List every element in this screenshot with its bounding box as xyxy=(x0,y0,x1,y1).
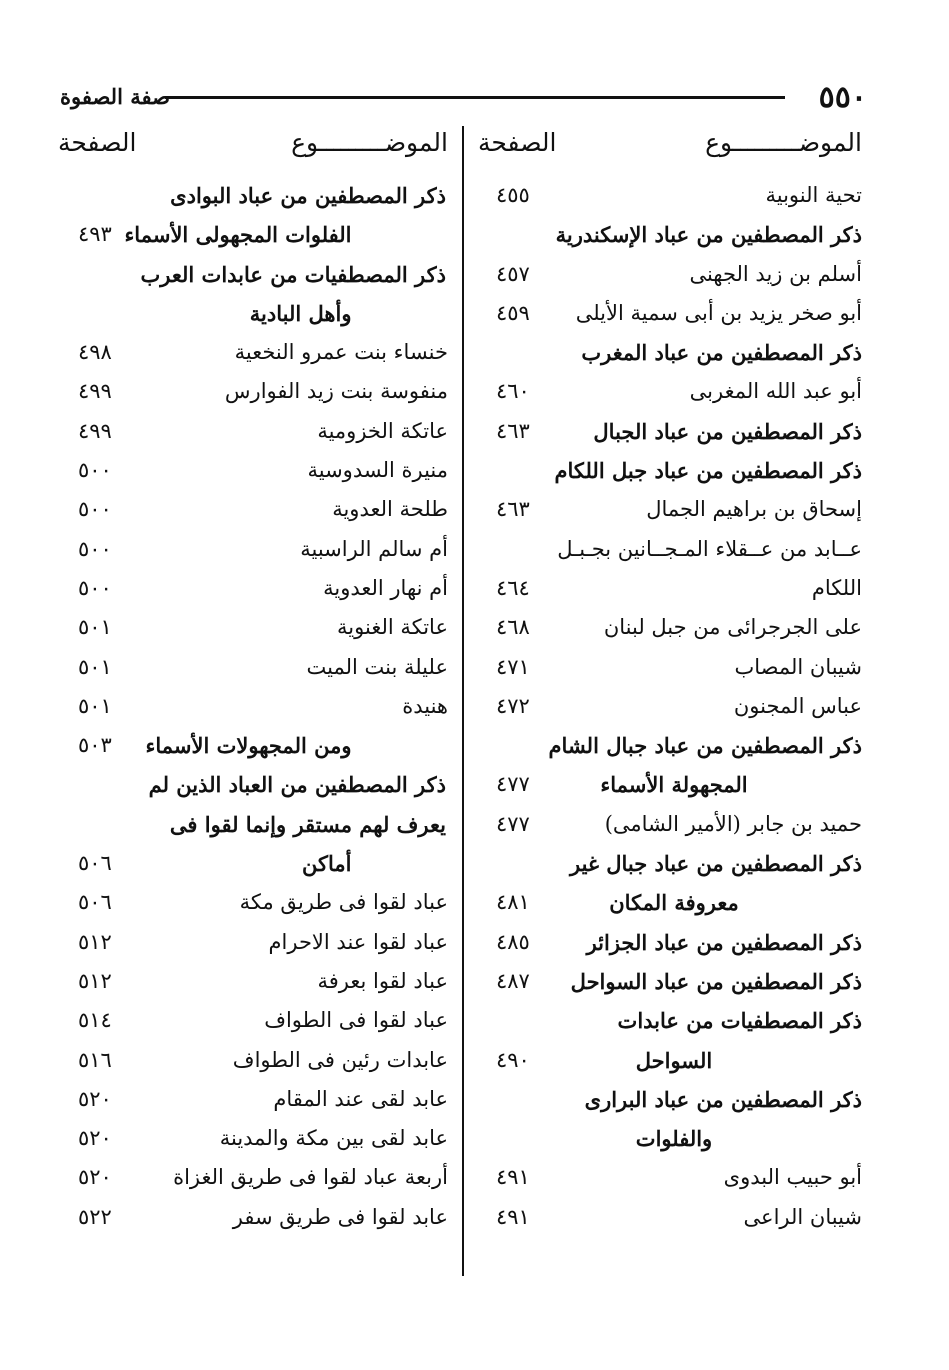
entry-title: طلحة العدوية xyxy=(332,497,448,522)
entry-title: ذكر المصطفيات من عابدات xyxy=(617,1008,862,1034)
entry-title: أم سالم الراسبية xyxy=(300,536,448,561)
index-entry xyxy=(58,1001,456,1040)
page-header-label: الصفحة xyxy=(478,128,557,157)
index-entry xyxy=(58,490,456,529)
index-column-left xyxy=(58,120,456,1237)
section-heading-row xyxy=(58,215,456,254)
entry-title: شيبان المصاب xyxy=(734,654,862,679)
entry-title: ذكر المصطفين من عباد المغرب xyxy=(581,340,862,366)
entry-page-number: ٥٢٢ xyxy=(78,1204,112,1229)
section-heading-row xyxy=(478,333,870,372)
section-heading-row xyxy=(58,726,456,765)
entry-title: عابد لقى بين مكة والمدينة xyxy=(219,1126,448,1151)
entry-title: ومن المجهولات الأسماء xyxy=(145,733,352,759)
index-entry xyxy=(58,333,456,372)
index-entry xyxy=(58,1119,456,1158)
entry-title: خنساء بنت عمرو النخعية xyxy=(234,340,448,365)
entry-page-number: ٤٦٠ xyxy=(496,379,530,404)
index-entry xyxy=(58,451,456,490)
entry-page-number: ٤٧٧ xyxy=(496,811,530,836)
entry-title: ذكر المصطفين من عباد جبال غير xyxy=(570,851,862,877)
entry-title: عــابد من عــقلاء المـجــانين بجـبـل xyxy=(557,536,862,561)
entry-title: والفلوات xyxy=(635,1126,713,1152)
index-entry xyxy=(58,648,456,687)
entry-title: أم نهار العدوية xyxy=(323,575,448,600)
index-entry xyxy=(478,569,870,608)
index-entry xyxy=(478,648,870,687)
entry-page-number: ٤٨٥ xyxy=(496,929,530,954)
entry-page-number: ٥٢٠ xyxy=(78,1165,112,1190)
column-header xyxy=(478,120,870,176)
entry-title: عابد لقوا فى طريق سفر xyxy=(232,1204,448,1229)
section-heading-row xyxy=(478,765,870,804)
section-heading-row xyxy=(478,1001,870,1040)
entry-title: حميد بن جابر (الأمير الشامى) xyxy=(604,811,862,836)
section-heading-row xyxy=(478,451,870,490)
index-entry xyxy=(478,1198,870,1237)
entry-title: عاتكة الغنوية xyxy=(337,615,448,640)
entry-title: يعرف لهم مستقر وإنما لقوا فى xyxy=(169,811,446,837)
entry-title: أربعة عباد لقوا فى طريق الغزاة xyxy=(173,1165,448,1190)
entry-title: عليلة بنت الميت xyxy=(306,654,448,679)
entry-page-number: ٥١٦ xyxy=(78,1047,112,1072)
entry-page-number: ٤٦٤ xyxy=(496,575,530,600)
column-divider xyxy=(462,126,464,1276)
index-entry xyxy=(58,1158,456,1197)
entry-title: شيبان الراعى xyxy=(743,1204,862,1229)
section-heading-row xyxy=(58,255,456,294)
entry-title: المجهولة الأسماء xyxy=(600,772,748,798)
entry-page-number: ٤٩٣ xyxy=(78,222,112,247)
section-heading-row xyxy=(478,1119,870,1158)
entry-title: ذكر المصطفين من عباد الجزائر xyxy=(586,929,862,955)
index-entry xyxy=(478,490,870,529)
index-entry xyxy=(478,687,870,726)
index-entry xyxy=(478,372,870,411)
entry-title: عباد لقوا بعرفة xyxy=(317,968,448,993)
section-heading-row xyxy=(58,294,456,333)
entry-title: ذكر المصطفين من عباد البرارى xyxy=(584,1086,862,1112)
section-heading-row xyxy=(58,765,456,804)
section-heading-row xyxy=(478,923,870,962)
entry-page-number: ٥١٢ xyxy=(78,929,112,954)
entry-page-number: ٥٠٦ xyxy=(78,851,112,876)
index-entry xyxy=(58,962,456,1001)
section-heading-row xyxy=(478,726,870,765)
column-header xyxy=(58,120,456,176)
page-number: ٥٥٠ xyxy=(818,80,867,115)
entry-title: هنيدة xyxy=(402,693,448,718)
entry-title: ذكر المصطفين من عباد الجبال xyxy=(593,418,862,444)
entry-title: عباد لقوا فى طريق مكة xyxy=(239,890,448,915)
entry-title: ذكر المصطفين من عباد جبل اللكام xyxy=(554,458,862,484)
index-entry xyxy=(58,1080,456,1119)
entry-title: أبو صخر يزيد بن أبى سمية الأيلى xyxy=(575,300,862,325)
entry-title: عابد لقى عند المقام xyxy=(273,1086,448,1111)
index-column-right xyxy=(478,120,870,1237)
entry-page-number: ٥٢٠ xyxy=(78,1126,112,1151)
entry-title: ذكر المصطفين من العباد الذين لم xyxy=(148,772,446,798)
entry-title: أماكن xyxy=(302,851,352,877)
entry-title: ذكر المصطفين من عباد البوادى xyxy=(170,183,446,208)
entry-title: أبو عبد الله المغربى xyxy=(689,379,862,404)
index-entry xyxy=(478,176,870,215)
index-entry xyxy=(478,530,870,569)
entry-page-number: ٥٠١ xyxy=(78,654,112,679)
section-heading-row xyxy=(478,962,870,1001)
entry-page-number: ٤٨٧ xyxy=(496,968,530,993)
entry-title: ذكر المصطفين من عباد الإسكندرية xyxy=(555,222,862,248)
entry-page-number: ٥١٤ xyxy=(78,1008,112,1033)
section-heading-row xyxy=(58,844,456,883)
index-entry xyxy=(58,1198,456,1237)
entry-title: السواحل xyxy=(635,1047,713,1073)
index-entry xyxy=(58,372,456,411)
section-heading-row xyxy=(478,1041,870,1080)
entry-page-number: ٥٠٦ xyxy=(78,890,112,915)
header-rule xyxy=(165,96,785,99)
entry-title: عاتكة الخزومية xyxy=(317,418,448,443)
index-entry xyxy=(58,923,456,962)
index-entry xyxy=(58,569,456,608)
entry-page-number: ٥٠٠ xyxy=(78,536,112,561)
entry-page-number: ٤٧٢ xyxy=(496,693,530,718)
entry-page-number: ٤٧٧ xyxy=(496,772,530,797)
entry-title: عابدات رئين فى الطواف xyxy=(232,1047,448,1072)
entry-page-number: ٤٩٠ xyxy=(496,1047,530,1072)
entry-title: ذكر المصطفين من عباد السواحل xyxy=(570,968,862,994)
index-entry xyxy=(58,530,456,569)
page-header xyxy=(0,72,949,122)
index-entry xyxy=(478,1158,870,1197)
entry-title: عباد لقوا عند الاحرام xyxy=(268,929,448,954)
entry-title: معروفة المكان xyxy=(609,890,739,916)
section-heading-row xyxy=(478,844,870,883)
entry-page-number: ٥٠١ xyxy=(78,615,112,640)
entry-page-number: ٤٥٩ xyxy=(496,300,530,325)
entry-page-number: ٤٦٣ xyxy=(496,418,530,443)
entry-title: ذكر المصطفين من عباد جبال الشام xyxy=(548,733,862,759)
entry-page-number: ٥٠٠ xyxy=(78,458,112,483)
entry-page-number: ٤٦٣ xyxy=(496,497,530,522)
index-entry xyxy=(58,883,456,922)
section-heading-row xyxy=(58,805,456,844)
index-entry xyxy=(58,608,456,647)
entry-page-number: ٤٨١ xyxy=(496,890,530,915)
entry-page-number: ٤٩٨ xyxy=(78,340,112,365)
entry-page-number: ٥٠٠ xyxy=(78,575,112,600)
topic-header: الموضـــــــــوع xyxy=(705,128,862,157)
page-header-label: الصفحة xyxy=(58,128,137,157)
index-entry xyxy=(58,412,456,451)
entry-page-number: ٤٦٨ xyxy=(496,615,530,640)
entry-title: تحية النوبية xyxy=(765,183,862,207)
entry-title: وأهل البادية xyxy=(249,300,352,326)
index-entry xyxy=(478,608,870,647)
index-entry xyxy=(58,687,456,726)
index-entry xyxy=(478,255,870,294)
index-entry xyxy=(478,805,870,844)
entry-page-number: ٤٩٩ xyxy=(78,379,112,404)
entry-page-number: ٤٩١ xyxy=(496,1204,530,1229)
topic-header: الموضـــــــــوع xyxy=(291,128,448,157)
index-entry xyxy=(478,294,870,333)
entry-list xyxy=(478,176,870,1237)
entry-page-number: ٤٩٩ xyxy=(78,418,112,443)
index-entry xyxy=(58,1041,456,1080)
entry-title: ذكر المصطفيات من عابدات العرب xyxy=(140,261,446,287)
entry-page-number: ٥١٢ xyxy=(78,968,112,993)
entry-title: أبو حبيب البدوى xyxy=(723,1165,862,1190)
entry-title: اللكام xyxy=(811,575,862,600)
section-heading-row xyxy=(58,176,456,215)
entry-title: منفوسة بنت زيد الفوارس xyxy=(224,379,448,404)
section-heading-row xyxy=(478,883,870,922)
entry-title: منيرة السدوسية xyxy=(307,458,448,483)
entry-list xyxy=(58,176,456,1237)
entry-page-number: ٥٠١ xyxy=(78,693,112,718)
entry-page-number: ٤٧١ xyxy=(496,654,530,679)
section-heading-row xyxy=(478,412,870,451)
entry-title: على الجرجرائى من جبل لبنان xyxy=(603,615,862,640)
entry-page-number: ٤٥٥ xyxy=(496,183,530,207)
entry-title: إسحاق بن براهيم الجمال xyxy=(646,497,862,522)
entry-title: الفلوات المجهولى الأسماء xyxy=(124,222,352,248)
running-title: صفة الصفوة xyxy=(60,84,170,109)
entry-title: أسلم بن زيد الجهنى xyxy=(689,261,862,286)
entry-page-number: ٤٥٧ xyxy=(496,261,530,286)
section-heading-row xyxy=(478,1080,870,1119)
entry-page-number: ٤٩١ xyxy=(496,1165,530,1190)
entry-page-number: ٥٠٠ xyxy=(78,497,112,522)
entry-page-number: ٥٠٣ xyxy=(78,733,112,758)
entry-title: عباس المجنون xyxy=(733,693,862,718)
entry-page-number: ٥٢٠ xyxy=(78,1086,112,1111)
section-heading-row xyxy=(478,215,870,254)
entry-title: عباد لقوا فى الطواف xyxy=(264,1008,448,1033)
